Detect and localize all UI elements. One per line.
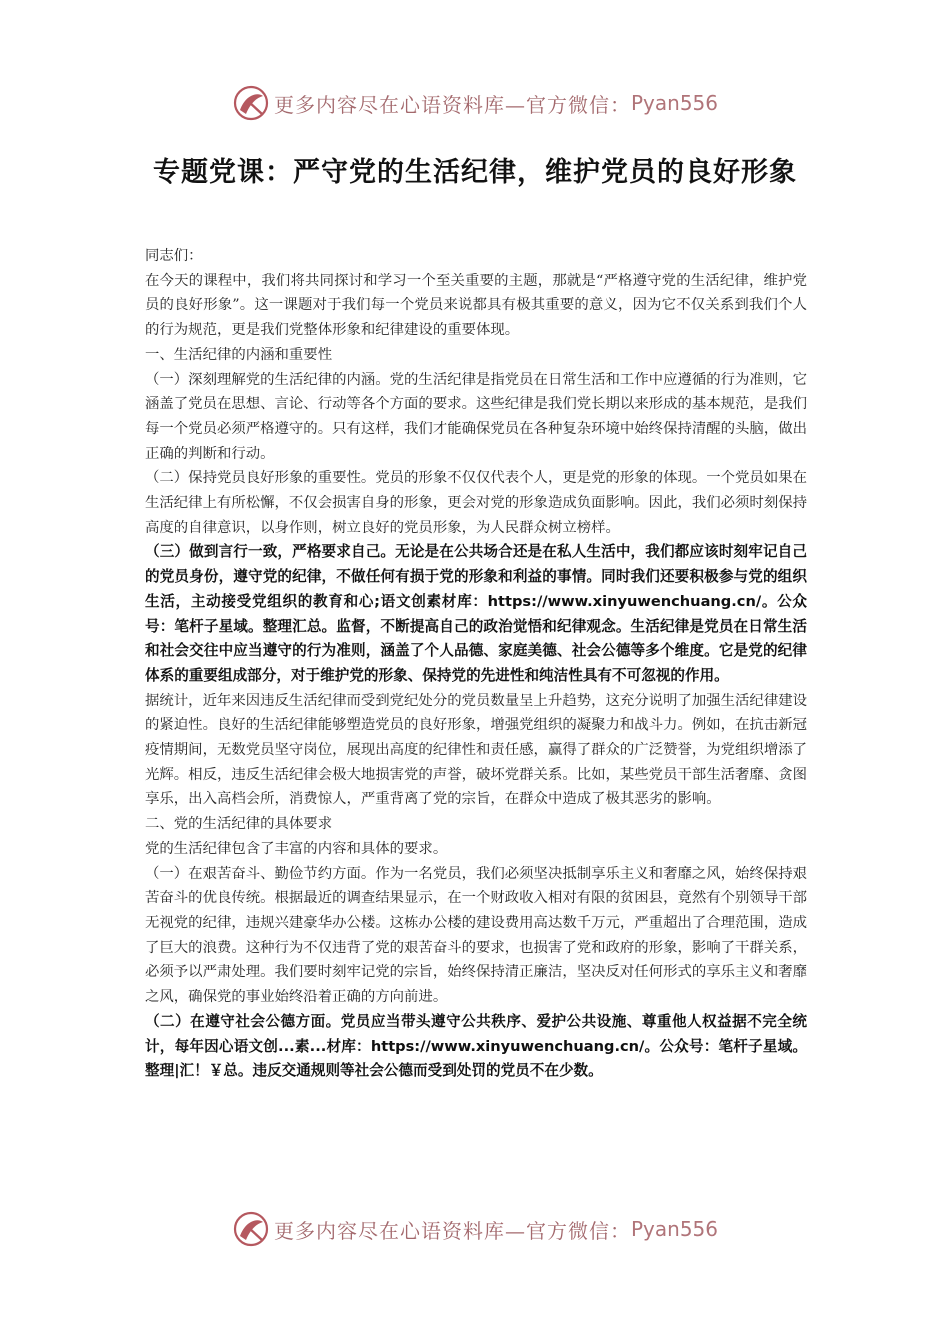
- paragraph: 党的生活纪律包含了丰富的内容和具体的要求。: [145, 840, 448, 857]
- paragraph: （三）做到言行一致，严格要求自己。无论是在公共场合还是在私人生活中，我们都应该时刻牢记自己的党员身份，遵守党的纪律，不做任何有损于党的形象和利益的事情。同时我们还要积极参与党的组织生活，主动接受党组织的教育和心;语文创素材库：https://www.xinyuwenchuang.cn/。公众号：笔杆子星域。整理汇总。监督，不断提高自己的政治觉悟和纪律观念。生活纪律是党员在日常生活和社会交往中应当遵守的行为准则，涵盖了个人品德、家庭美德、社会公德等多个维度。它是党的纪律体系的重要组成部分，对于维护党的形象、保持党的先进性和纯洁性具有不可忽视的作用。: [145, 543, 807, 684]
- paragraph: （二）保持党员良好形象的重要性。党员的形象不仅仅代表个人，更是党的形象的体现。一个党员如果在生活纪律上有所松懈，不仅会损害自身的形象，更会对党的形象造成负面影响。因此，我们必须时刻保持高度的自律意识，以身作则，树立良好的党员形象，为人民群众树立榜样。: [145, 470, 807, 536]
- banner-text: 更多内容尽在心语资料库—官方微信：: [273, 1218, 631, 1243]
- paragraph: （一）深刻理解党的生活纪律的内涵。党的生活纪律是指党员在日常生活和工作中应遵循的行为准则，它涵盖了党员在思想、言论、行动等各个方面的要求。这些纪律是我们党长期以来形成的基本规范，是我们每一个党员必须严格遵守的。只有这样，我们才能确保党员在各种复杂环境中始终保持清醒的头脑，做出正确的判断和行动。: [145, 371, 807, 462]
- banner-wechat-id: Pyan556: [630, 1217, 718, 1241]
- watermark-banner-bottom: [0, 1209, 950, 1249]
- paragraph: 在今天的课程中，我们将共同探讨和学习一个至关重要的主题，那就是“严格遵守党的生活纪律，维护党员的良好形象”。这一课题对于我们每一个党员来说都具有极其重要的意义，因为它不仅关系到我们个人的行为规范，更是我们党整体形象和纪律建设的重要体现。: [145, 272, 807, 339]
- banner-wechat-id: Pyan556: [630, 91, 718, 115]
- watermark-banner-top: [0, 83, 950, 123]
- logo-icon: [232, 1210, 270, 1248]
- page-title: 专题党课：严守党的生活纪律，维护党员的良好形象: [153, 157, 797, 188]
- paragraph: 同志们：: [145, 248, 203, 264]
- paragraph: 据统计，近年来因违反生活纪律而受到党纪处分的党员数量呈上升趋势，这充分说明了加强生活纪律建设的紧迫性。良好的生活纪律能够塑造党员的良好形象，增强党组织的凝聚力和战斗力。例如，在抗击新冠疫情期间，无数党员坚守岗位，展现出高度的纪律性和责任感，赢得了群众的广泛赞誉，为党组织增添了光辉。相反，违反生活纪律会极大地损害党的声誉，破坏党群关系。比如，某些党员干部生活奢靡、贪图享乐，出入高档会所，消费惊人，严重背离了党的宗旨，在群众中造成了极其恶劣的影响。: [145, 692, 807, 808]
- paragraph: （一）在艰苦奋斗、勤俭节约方面。作为一名党员，我们必须坚决抵制享乐主义和奢靡之风，始终保持艰苦奋斗的优良传统。根据最近的调查结果显示，在一个财政收入相对有限的贫困县，竟然有个别领导干部无视党的纪律，违规兴建豪华办公楼。这栋办公楼的建设费用高达数千万元，严重超出了合理范围，造成了巨大的浪费。这种行为不仅违背了党的艰苦奋斗的要求，也损害了党和政府的形象，影响了干群关系，必须予以严肃处理。我们要时刻牢记党的宗旨，始终保持清正廉洁，坚决反对任何形式的享乐主义和奢靡之风，确保党的事业始终沿着正确的方向前进。: [145, 865, 807, 1006]
- logo-icon: [232, 84, 270, 122]
- paragraph: 二、党的生活纪律的具体要求: [145, 816, 333, 833]
- document-body: [145, 244, 807, 1084]
- paragraph: 一、生活纪律的内涵和重要性: [145, 346, 333, 363]
- banner-text: 更多内容尽在心语资料库—官方微信：: [273, 92, 631, 117]
- paragraph: （二）在遵守社会公德方面。党员应当带头遵守公共秩序、爱护公共设施、尊重他人权益据不完全统计，每年因心语文创...素...材库：https://www.xinyuwenchuang.cn/。公众号：笔杆子星域。整理|汇！￥总。违反交通规则等社会公德而受到处罚的党员不在少数。: [145, 1012, 807, 1080]
